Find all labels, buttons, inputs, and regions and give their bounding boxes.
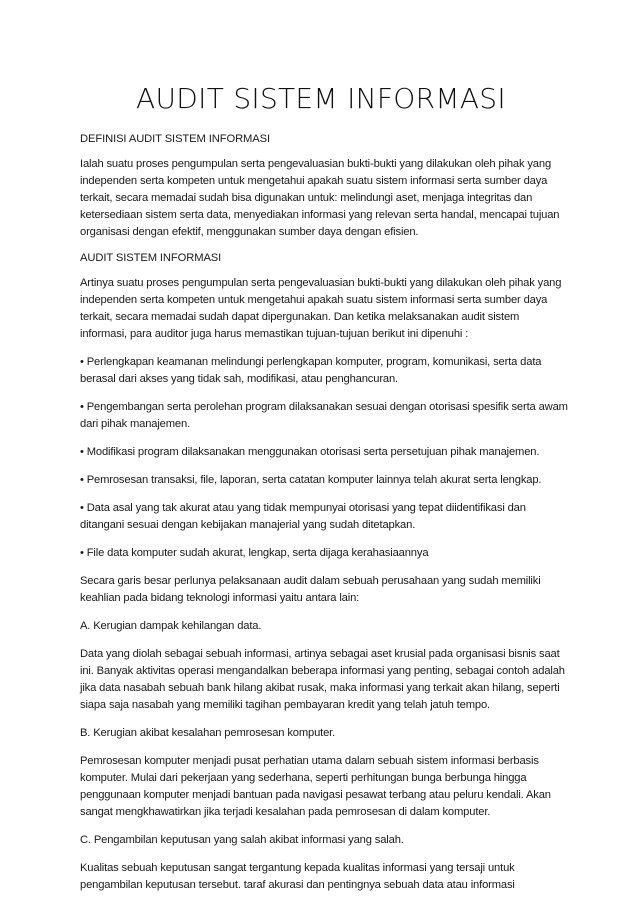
text-line: Kualitas sebuah keputusan sangat tergantung kepada kualitas informasi yang tersaji untuk xyxy=(80,862,515,874)
text-line: sangat mengkhawatirkan jika terjadi kesalahan pada pemrosesan di dalam komputer. xyxy=(80,806,491,818)
text-line: ditangani sesuai dengan kebijakan manajerial yang sudah ditetapkan. xyxy=(80,519,416,531)
text-line: berasal dari akses yang tidak sah, modifikasi, atau penghancuran. xyxy=(80,373,398,385)
paragraph xyxy=(80,725,562,742)
paragraph xyxy=(80,618,562,635)
text-line: C. Pengambilan keputusan yang salah akibat informasi yang salah. xyxy=(80,834,404,846)
bullet-item xyxy=(80,472,562,489)
document-title: AUDIT SISTEM INFORMASI xyxy=(136,82,506,115)
bullet-item xyxy=(80,500,562,534)
text-line: independen serta kompeten untuk mengetahui apakah suatu sistem informasi serta sumber daya xyxy=(80,294,548,306)
text-line: dari pihak manajemen. xyxy=(80,418,191,430)
text-line: Ialah suatu proses pengumpulan serta pengevaluasian bukti-bukti yang dilakukan oleh pihak yang xyxy=(80,158,552,170)
text-line: ini. Banyak aktivitas operasi mengandalkan beberapa informasi yang penting, sebagai contoh adalah xyxy=(80,665,565,677)
text-line: • Pengembangan serta perolehan program dilaksanakan sesuai dengan otorisasi spesifik serta awam xyxy=(80,399,562,416)
text-line: A. Kerugian dampak kehilangan data. xyxy=(80,620,262,632)
text-line: penggunaan komputer menjadi bantuan pada navigasi pesawat terbang atau peluru kendali. Akan xyxy=(80,789,551,801)
bullet-item xyxy=(80,354,562,388)
text-line: AUDIT SISTEM INFORMASI xyxy=(80,252,222,264)
text-line: keahlian pada bidang teknologi informasi yaitu antara lain: xyxy=(80,592,360,604)
section-heading xyxy=(80,133,562,145)
text-line: Secara garis besar perlunya pelaksanaan audit dalam sebuah perusahaan yang sudah memiliki xyxy=(80,575,541,587)
text-line: informasi, para auditor juga harus memastikan tujuan-tujuan berikut ini dipenuhi : xyxy=(80,328,469,340)
paragraph xyxy=(80,832,562,849)
text-line: siapa saja nasabah yang memiliki tagihan pembayaran kredit yang telah jatuh tempo. xyxy=(80,699,490,711)
text-line: jika data nasabah sebuah bank hilang akibat rusak, maka informasi yang terkait akan hilang, seperti xyxy=(80,682,560,694)
text-line: Artinya suatu proses pengumpulan serta pengevaluasian bukti-bukti yang dilakukan oleh pihak yang xyxy=(80,277,562,289)
text-line: komputer. Mulai dari pekerjaan yang sederhana, seperti perhitungan bunga berbunga hingga xyxy=(80,772,527,784)
text-line: organisasi dengan efektif, menggunakan sumber daya dengan efisien. xyxy=(80,226,419,238)
section-heading xyxy=(80,252,562,264)
text-line: pengambilan keputusan tersebut. taraf akurasi dan pentingnya sebuah data atau informasi xyxy=(80,879,515,891)
document-body xyxy=(80,133,568,894)
text-line: • Pemrosesan transaksi, file, laporan, serta catatan komputer lainnya telah akurat serta lengkap. xyxy=(80,472,562,489)
text-line: • Modifikasi program dilaksanakan menggunakan otorisasi serta persetujuan pihak manajemen. xyxy=(80,444,562,461)
text-line: • Data asal yang tak akurat atau yang tidak mempunyai otorisasi yang tepat diidentifikasi dan xyxy=(80,500,562,517)
bullet-item xyxy=(80,399,568,433)
paragraph xyxy=(80,753,562,821)
text-line: Data yang diolah sebagai sebuah informasi, artinya sebagai aset krusial pada organisasi bisnis saat xyxy=(80,648,560,660)
text-line: Pemrosesan komputer menjadi pusat perhatian utama dalam sebuah sistem informasi berbasis xyxy=(80,755,539,767)
text-line: independen serta kompeten untuk mengetahui apakah suatu sistem informasi serta sumber daya xyxy=(80,175,548,187)
paragraph xyxy=(80,156,562,241)
text-line: DEFINISI AUDIT SISTEM INFORMASI xyxy=(80,133,271,145)
paragraph xyxy=(80,860,562,894)
text-line: terkait, secara memadai sudah bisa digunakan untuk: melindungi aset, menjaga integritas dan xyxy=(80,192,533,204)
paragraph xyxy=(80,275,562,343)
bullet-item xyxy=(80,444,562,461)
text-line: B. Kerugian akibat kesalahan pemrosesan komputer. xyxy=(80,727,336,739)
text-line: ketersediaan sistem serta data, menyediakan informasi yang relevan serta handal, mencapai tujuan xyxy=(80,209,560,221)
paragraph xyxy=(80,573,562,607)
text-line: • File data komputer sudah akurat, lengkap, serta dijaga kerahasiaannya xyxy=(80,545,562,562)
text-line: • Perlengkapan keamanan melindungi perlengkapan komputer, program, komunikasi, serta data xyxy=(80,354,562,371)
paragraph xyxy=(80,646,565,714)
bullet-item xyxy=(80,545,562,562)
text-line: terkait, secara memadai sudah dapat dipergunakan. Dan ketika melaksanakan audit sistem xyxy=(80,311,520,323)
